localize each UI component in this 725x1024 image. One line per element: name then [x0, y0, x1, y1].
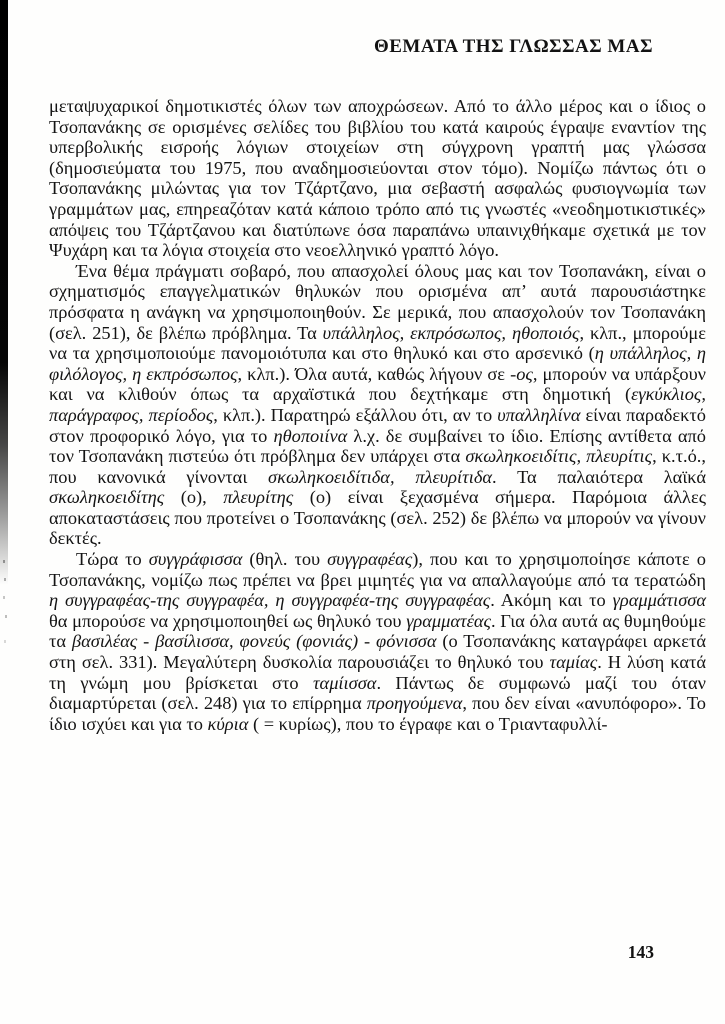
italic-text-run: σκωληκοειδίτης [49, 487, 165, 508]
text-run: ( = κυρίως), που το έγραφε και ο Τριανταφυλλί- [248, 713, 608, 734]
page-number: 143 [627, 942, 654, 962]
text-run: , κλπ.). Παρατηρώ εξάλλου ότι, αν το [213, 404, 498, 425]
text-run: , κ.τ.ό., που κανονικά γίνονται [49, 446, 706, 487]
text-run: , μπορούν να υπάρξουν και να κλιθούν όπως τα αρχαϊστικά που δεχτήκαμε στη δημοτική ( [49, 363, 706, 405]
text-run: . Για όλα αυτά ας θυμηθούμε τα [49, 610, 707, 652]
italic-text-run: σκωληκοειδίτιδα, πλευρίτιδα [268, 466, 493, 487]
text-run: λ.χ. δε συμβαίνει το ίδιο. Επίσης αντίθετα από τον Τσοπανάκη πιστεύω ότι πρόβλημα δεν υπάρχει στα [49, 425, 706, 467]
text-run: . Τα παλαιότερα λαϊκά [492, 466, 707, 487]
text-run: είναι παραδεκτό στον προφορικό λόγο, για το [49, 404, 706, 446]
italic-text-run: ταμίισσα [312, 672, 377, 693]
italic-text-run: ηθοποιίνα [273, 425, 348, 446]
body-text-block [49, 96, 706, 734]
scan-noise-specks [3, 560, 5, 563]
italic-text-run: ταμίας [549, 652, 598, 673]
text-run: μεταψυχαρικοί δημοτικιστές όλων των αποχρώσεων. Από το άλλο μέρος και ο ίδιος ο Τσοπανάκης σε ορισμένες σελίδες του βιβλίου του κατά καιρούς έγραψε εναντίον της υπερβολικής εισροής λόγιων στοιχείων στη σύγχρονη γραπτή μας γλώσσα (δημοσιεύματα του 1975, που αναδημοσιεύονται στον τόμο). Νομίζω πάντως ότι ο Τσοπανάκης μιλώντας για τον Τζάρτζανο, μια σεβαστή ασφαλώς φυσιογνωμία των γραμμάτων μας, επηρεαζόταν κατά κάποιο τρόπο από τις γνωστές «νεοδημοτικιστικές» απόψεις του Τζάρτζανου και διατύπωνε όσα παραπάνω υπαινιχθήκαμε σχετικά με τον Ψυχάρη και τα λόγια στοιχεία στο νεοελληνικό γραπτό λόγο. [49, 96, 706, 261]
italic-text-run: η συγγραφέας-της συγγραφέα, η συγγραφέα-της συγγραφέας [49, 590, 491, 611]
text-run: , κλπ.). Όλα αυτά, καθώς λήγουν σε [237, 363, 511, 384]
running-header-title: ΘΕΜΑΤΑ ΤΗΣ ΓΛΩΣΣΑΣ ΜΑΣ [373, 36, 653, 57]
italic-text-run: σκωληκοειδίτις, πλευρίτις [465, 446, 653, 467]
italic-text-run: υπάλληλος, εκπρόσωπος, ηθοποιός [322, 322, 580, 343]
italic-text-run: κύρια [207, 713, 249, 734]
text-run: (ο), [164, 487, 224, 508]
italic-text-run: η υπάλληλος, η φιλόλογος, η εκπρόσωπος [49, 343, 706, 384]
text-run: . Η λύση κατά τη γνώμη μου βρίσκεται στο [49, 652, 706, 693]
paragraph [49, 261, 706, 549]
text-run: θα μπορούσε να χρησιμοποιηθεί ως θηλυκό του [49, 610, 407, 631]
text-run: (θηλ. του [242, 549, 328, 570]
italic-text-run: προηγούμενα [366, 693, 463, 714]
text-run: (ο Τσοπανάκης καταγράφει αρκετά στη σελ. 331). Μεγαλύτερη δυσκολία παρουσιάζει το θηλυκό του [49, 631, 707, 673]
italic-text-run: πλευρίτης [223, 487, 294, 508]
text-run: . Πάντως δε συμφωνώ μαζί του όταν διαμαρτύρεται (σελ. 248) για το επίρρημα [49, 672, 707, 714]
text-run: Ένα θέμα πράγματι σοβαρό, που απασχολεί όλους μας και τον Τσοπανάκη, είναι ο σχηματισμός επαγγελματικών θηλυκών που ορισμένα απ’ αυτά παρουσιάστηκε πρόσφατα η ανάγκη να χρησιμοποιηθούν. Σε μερικά, που απασχολούν τον Τσοπανάκη (σελ. 251), δε βλέπω πρόβλημα. Τα [49, 260, 706, 343]
scan-spine-shadow-artifact [0, 0, 8, 585]
italic-text-run: γραμματέας [406, 610, 491, 631]
text-run: , που δεν είναι «ανυπόφορο». Το ίδιο ισχύει και για το [49, 693, 706, 734]
italic-text-run: εγκύκλιος, παράγραφος, περίοδος [49, 384, 706, 425]
italic-text-run: συγγραφέας [327, 549, 413, 570]
text-run: Τώρα το [76, 549, 149, 570]
italic-text-run: γραμμάτισσα [612, 590, 706, 611]
text-run: ), που και το χρησιμοποίησε κάποτε ο Τσοπανάκης, νομίζω πως πρέπει να βρει μιμητές για να απαλλαγούμε από τα τερατώδη [49, 549, 706, 590]
italic-text-run: -ος [510, 363, 533, 384]
text-run: (ο) είναι ξεχασμένα σήμερα. Παρόμοια άλλες αποκαταστάσεις που προτείνει ο Τσοπανάκης (σελ. 252) δε βλέπω να μπορούν να γίνουν δεκτές. [49, 487, 706, 549]
text-run: , κλπ., μπορούμε να τα χρησιμοποιούμε πανομοιότυπα και στο θηλυκό και στο αρσενικό ( [49, 322, 706, 364]
paragraph [49, 96, 706, 261]
italic-text-run: υπαλληλίνα [497, 404, 581, 425]
italic-text-run: συγγράφισσα [148, 549, 243, 570]
paragraph [49, 549, 706, 734]
text-run: . Ακόμη και το [490, 590, 613, 611]
italic-text-run: βασιλέας - βασίλισσα, φονεύς (φονιάς) - φόνισσα [71, 631, 437, 652]
